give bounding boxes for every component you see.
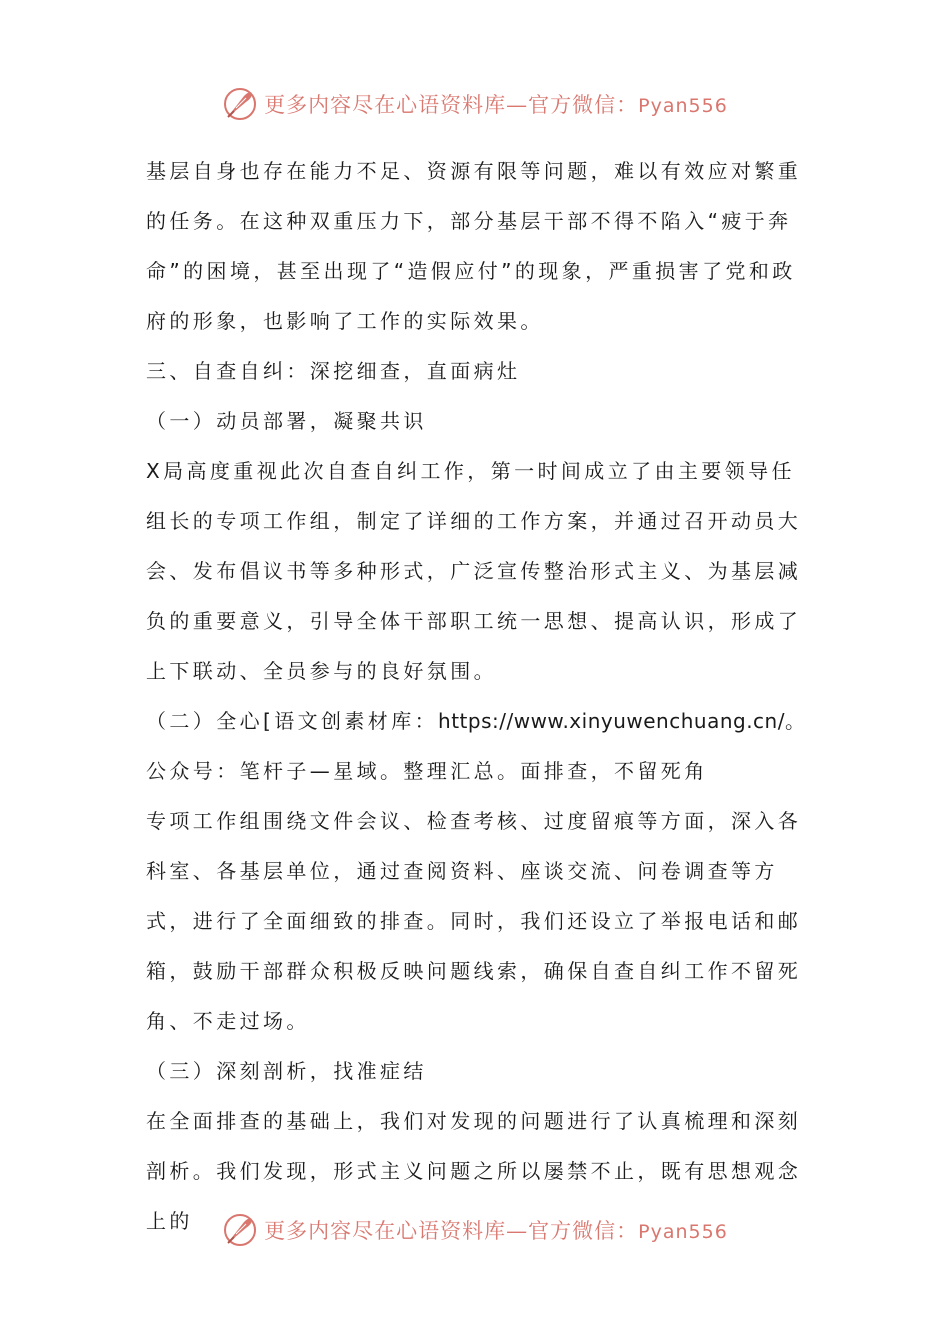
header-banner bbox=[0, 82, 950, 126]
banner-text bbox=[264, 1215, 728, 1245]
subheading-1: （一）动员部署，凝聚共识 bbox=[146, 409, 427, 433]
subheading-2 bbox=[146, 696, 816, 796]
banner-separator: — bbox=[506, 93, 529, 117]
banner-text bbox=[264, 89, 728, 119]
subheading-2-url: https://www.xinyuwenchuang.cn/ bbox=[438, 709, 785, 733]
banner-main: 更多内容尽在心语资料库 bbox=[264, 1219, 507, 1243]
banner-wechat-id: Pyan556 bbox=[638, 95, 728, 117]
banner-label: 官方微信： bbox=[528, 1219, 639, 1243]
paragraph-4: 在全面排查的基础上，我们对发现的问题进行了认真梳理和深刻剖析。我们发现，形式主义问题之所以屡禁不止，既有思想观念上的 bbox=[146, 1109, 802, 1233]
paragraph-1: 基层自身也存在能力不足、资源有限等问题，难以有效应对繁重的任务。在这种双重压力下，部分基层干部不得不陷入“疲于奔命”的困境，甚至出现了“造假应付”的现象，严重损害了党和政府的形象，也影响了工作的实际效果。 bbox=[146, 159, 802, 333]
subheading-2-suffix: 。公众号：笔杆子—星域。整理汇总。面排查，不留死角 bbox=[146, 709, 809, 783]
banner-wechat-id: Pyan556 bbox=[638, 1221, 728, 1243]
banner-label: 官方微信： bbox=[528, 93, 639, 117]
subheading-3: （三）深刻剖析，找准症结 bbox=[146, 1059, 427, 1083]
subheading-2-prefix: （二）全心[语文创素材库： bbox=[146, 709, 439, 733]
footer-banner bbox=[0, 1208, 950, 1252]
document-body bbox=[146, 146, 816, 1246]
paragraph-2: X局高度重视此次自查自纠工作，第一时间成立了由主要领导任组长的专项工作组，制定了详细的工作方案，并通过召开动员大会、发布倡议书等多种形式，广泛宣传整治形式主义、为基层减负的重要意义，引导全体干部职工统一思想、提高认识，形成了上下联动、全员参与的良好氛围。 bbox=[146, 459, 802, 683]
banner-separator: — bbox=[506, 1219, 529, 1243]
quill-pen-logo-icon bbox=[222, 1212, 258, 1248]
section-heading-3: 三、自查自纠：深挖细查，直面病灶 bbox=[146, 359, 521, 383]
banner-main: 更多内容尽在心语资料库 bbox=[264, 93, 507, 117]
paragraph-3: 专项工作组围绕文件会议、检查考核、过度留痕等方面，深入各科室、各基层单位，通过查阅资料、座谈交流、问卷调查等方式，进行了全面细致的排查。同时，我们还设立了举报电话和邮箱，鼓励干部群众积极反映问题线索，确保自查自纠工作不留死角、不走过场。 bbox=[146, 809, 802, 1033]
quill-pen-logo-icon bbox=[222, 86, 258, 122]
